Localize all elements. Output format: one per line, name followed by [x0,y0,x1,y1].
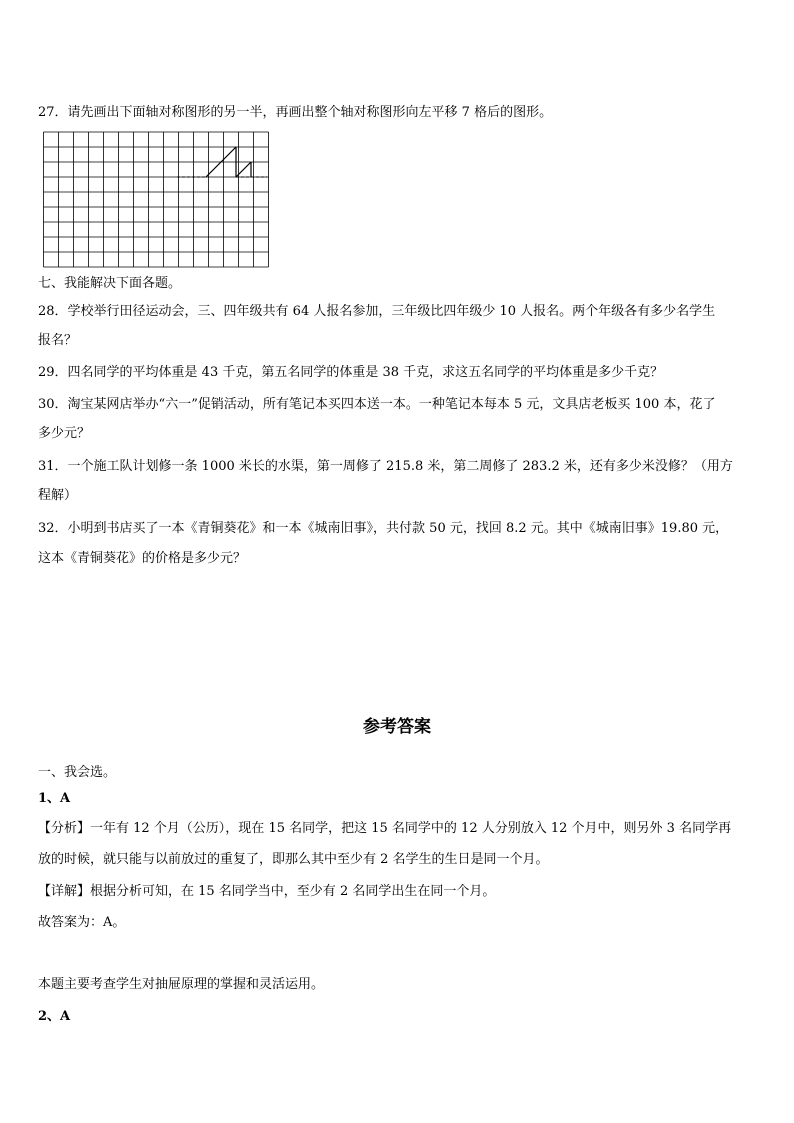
question-28-line-2: 报名？ [38,333,78,348]
symmetry-grid-figure [43,131,269,272]
question-31-line-2: 程解） [38,488,78,503]
question-29: 29．四名同学的平均体重是 43 千克，第五名同学的体重是 38 千克，求这五名同学的平均体重是多少千克？ [38,365,664,380]
answers-section-1: 一、我会选。 [38,765,117,780]
answers-title: 参考答案 [363,717,431,737]
question-28-line-1: 28．学校举行田径运动会，三、四年级共有 64 人报名参加，三年级比四年级少 10 人报名。两个年级各有多少名学生 [38,304,716,319]
grid-svg [43,131,269,268]
answer-1-detail: 【详解】根据分析可知，在 15 名同学当中，至少有 2 名同学出生在同一个月。 [38,884,496,899]
question-32-line-2: 这本《青铜葵花》的价格是多少元？ [38,551,247,566]
section-7-heading: 七、我能解决下面各题。 [38,276,182,291]
question-32-line-1: 32．小明到书店买了一本《青铜葵花》和一本《城南旧事》，共付款 50 元，找回 8.2 元。其中《城南旧事》19.80 元， [38,521,729,536]
answer-1-note: 本题主要考查学生对抽屉原理的掌握和灵活运用。 [38,977,325,992]
answer-1: 1、A [38,791,71,806]
answer-2: 2、A [38,1009,71,1024]
answer-1-conclusion: 故答案为：A。 [38,915,126,930]
answer-1-analysis-line-2: 放的时候，就只能与以前放过的重复了，即那么其中至少有 2 名学生的生日是同一个月。 [38,852,549,867]
question-27: 27．请先画出下面轴对称图形的另一半，再画出整个轴对称图形向左平移 7 格后的图形。 [38,105,553,120]
question-30-line-2: 多少元？ [38,426,91,441]
answer-1-analysis-line-1: 【分析】一年有 12 个月（公历），现在 15 名同学，把这 15 名同学中的 12 人分别放入 12 个月中，则另外 3 名同学再 [38,821,732,836]
question-31-line-1: 31．一个施工队计划修一条 1000 米长的水渠，第一周修了 215.8 米，第二周修了 283.2 米，还有多少米没修？（用方 [38,459,733,474]
question-30-line-1: 30．淘宝某网店举办“六一”促销活动，所有笔记本买四本送一本。一种笔记本每本 5 元，文具店老板买 100 本，花了 [38,397,716,412]
grid-lines [44,132,269,267]
